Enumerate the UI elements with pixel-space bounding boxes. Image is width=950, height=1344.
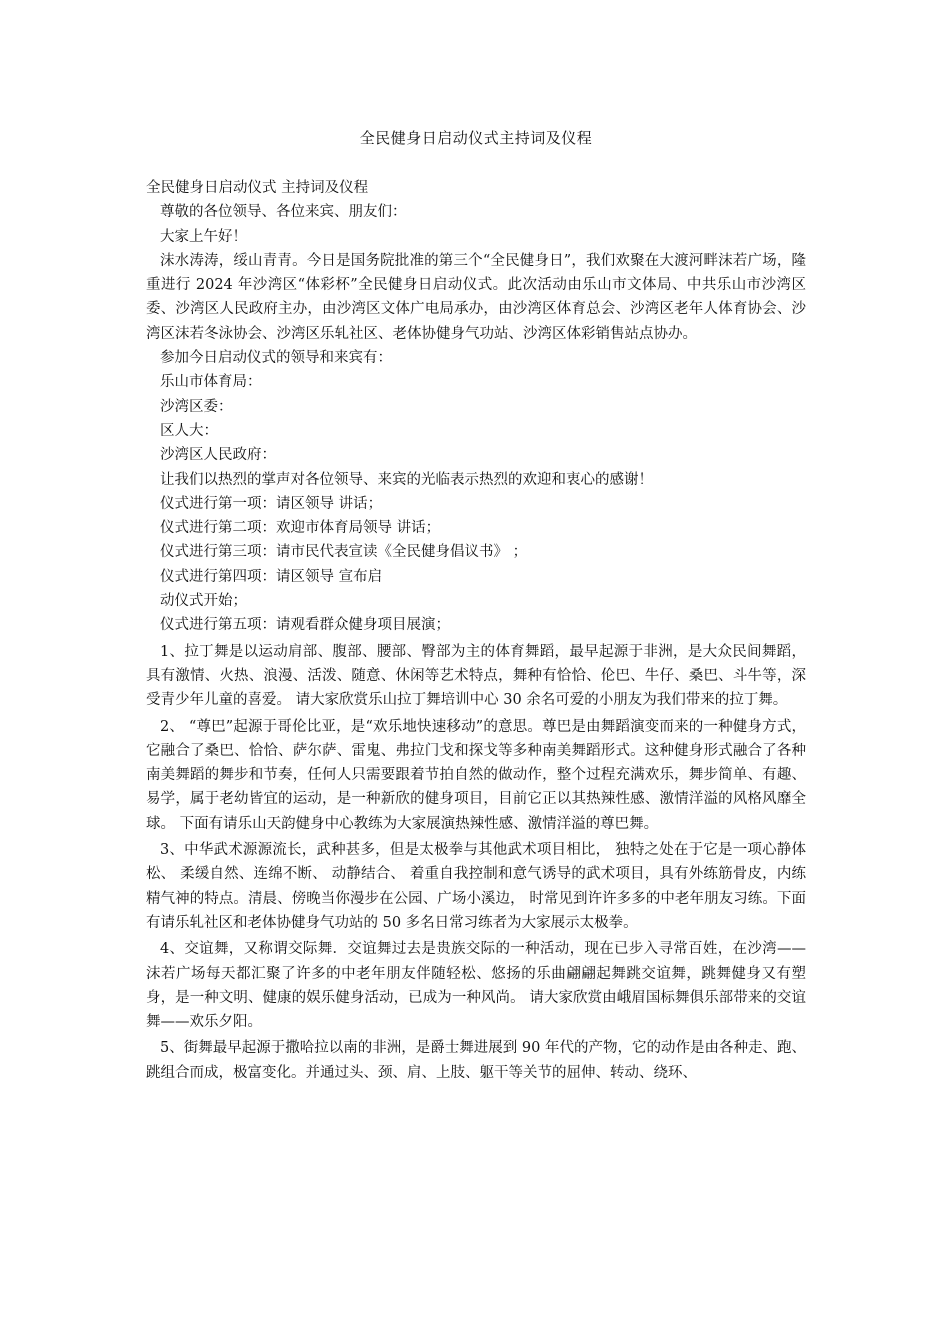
document-body <box>146 176 806 1085</box>
paragraph: 仪式进行第一项：请区领导 讲话； <box>160 495 383 512</box>
paragraph: 全民健身日启动仪式 主持词及仪程 <box>146 180 369 196</box>
paragraph: 仪式进行第五项：请观看群众健身项目展演； <box>160 617 450 634</box>
document-title: 全民健身日启动仪式主持词及仪程 <box>359 129 593 147</box>
paragraph: 2、 “尊巴”起源于哥伦比亚，是“欢乐地快速移动”的意思。尊巴是由舞蹈演变而来的一种健身方式，它融合了桑巴、恰恰、萨尔萨、雷鬼、弗拉门戈和探戈等多种南美舞蹈形式。这种健身形式融合了各种南美舞蹈的舞步和节奏，任何人只需要跟着节拍自然的做动作，整个过程充满欢乐，舞步简单、有趣、易学，属于老幼皆宜的运动，是一种新欣的健身项目，目前它正以其热辣性感、激情洋溢的风格风靡全球。 下面有请乐山天韵健身中心教练为大家展演热辣性感、激情洋溢的尊巴舞。 <box>146 718 806 832</box>
paragraph: 5、街舞最早起源于撒哈拉以南的非洲，是爵士舞进展到 90 年代的产物，它的动作是由各种走、跑、跳组合而成，极富变化。并通过头、颈、肩、上肢、躯干等关节的屈伸、转动、绕环、 <box>146 1040 806 1081</box>
paragraph: 参加今日启动仪式的领导和来宾有： <box>160 350 392 367</box>
paragraph: 沙湾区委： <box>160 398 233 415</box>
paragraph: 仪式进行第四项：请区领导 宣布启 <box>160 568 383 585</box>
paragraph: 仪式进行第三项：请市民代表宣读《全民健身倡议书》 ； <box>160 544 528 561</box>
paragraph: 乐山市体育局： <box>160 374 262 391</box>
paragraph: 让我们以热烈的掌声对各位领导、来宾的光临表示热烈的欢迎和衷心的感谢！ <box>160 471 653 488</box>
paragraph: 仪式进行第二项：欢迎市体育局领导 讲话； <box>160 520 441 537</box>
paragraph: 大家上午好！ <box>160 228 247 245</box>
paragraph: 1、拉丁舞是以运动肩部、腹部、腰部、臀部为主的体育舞蹈，最早起源于非洲，是大众民间舞蹈，具有激情、火热、浪漫、活泼、随意、休闲等艺术特点，舞种有恰恰、伦巴、牛仔、桑巴、斗牛等，深受青少年儿童的喜爱。 请大家欣赏乐山拉丁舞培训中心 30 余名可爱的小朋友为我们带来的拉丁舞。 <box>146 643 806 709</box>
paragraph: 沙湾区人民政府： <box>160 447 276 464</box>
paragraph: 尊敬的各位领导、各位来宾、朋友们： <box>160 204 407 221</box>
paragraph: 3、中华武术源源流长，武种甚多，但是太极拳与其他武术项目相比， 独特之处在于它是一项心静体松、 柔缓自然、连绵不断、 动静结合、 着重自我控制和意气诱导的武术项目，具有外练筋骨皮，内练精气神的特点。清晨、傍晚当你漫步在公园、广场小溪边， 时常见到许许多多的中老年朋友习练。下面有请乐轧社区和老体协健身气功站的 50 多名日常习练者为大家展示太极拳。 <box>146 842 806 931</box>
paragraph: 动仪式开始； <box>160 593 247 610</box>
paragraph: 区人大： <box>160 422 218 439</box>
paragraph: 4、交谊舞，又称谓交际舞．交谊舞过去是贵族交际的一种活动，现在已步入寻常百姓，在沙湾——沫若广场每天都汇聚了许多的中老年朋友伴随轻松、悠扬的乐曲翩翩起舞跳交谊舞，跳舞健身又有塑身，是一种文明、健康的娱乐健身活动，已成为一种风尚。 请大家欣赏由峨眉国标舞俱乐部带来的交谊舞——欢乐夕阳。 <box>146 941 806 1031</box>
paragraph: 沫水涛涛，绥山青青。今日是国务院批准的第三个“全民健身日”，我们欢聚在大渡河畔沫若广场，隆重进行 2024 年沙湾区“体彩杯”全民健身日启动仪式。此次活动由乐山市文体局、中共乐山市沙湾区委、沙湾区人民政府主办，由沙湾区文体广电局承办，由沙湾区体育总会、沙湾区老年人体育协会、沙湾区沫若冬泳协会、沙湾区乐轧社区、老体协健身气功站、沙湾区体彩销售站点协办。 <box>146 252 806 342</box>
